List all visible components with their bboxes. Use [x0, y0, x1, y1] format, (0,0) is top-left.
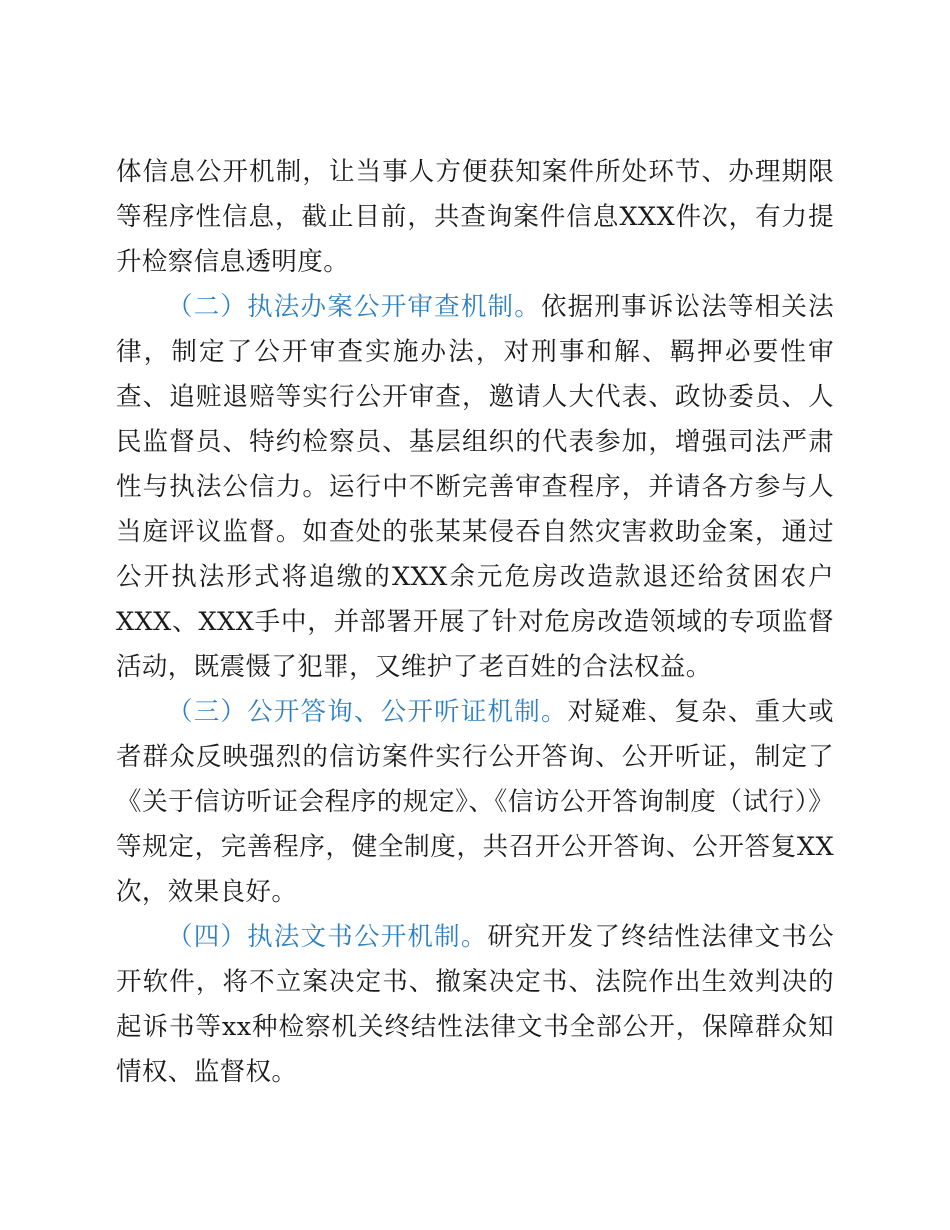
section-heading: （三）公开答询、公开听证机制。 — [167, 697, 568, 727]
paragraph-continuation — [116, 150, 834, 285]
section-heading: （四）执法文书公开机制。 — [167, 922, 488, 952]
section-heading: （二）执法办案公开审查机制。 — [167, 292, 541, 322]
paragraph-section-2 — [116, 285, 834, 690]
paragraph-text: 依据刑事诉讼法等相关法律，制定了公开审查实施办法，对刑事和解、羁押必要性审查、追赃退赔等实行公开审查，邀请人大代表、政协委员、人民监督员、特约检察员、基层组织的代表参加，增强司法严肃性与执法公信力。运行中不断完善审查程序，并请各方参与人当庭评议监督。如查处的张某某侵吞自然灾害救助金案，通过公开执法形式将追缴的XXX余元危房改造款退还给贫困农户XXX、XXX手中，并部署开展了针对危房改造领域的专项监督活动，既震慑了犯罪，又维护了老百姓的合法权益。 — [116, 292, 834, 682]
paragraph-text: 体信息公开机制，让当事人方便获知案件所处环节、办理期限等程序性信息，截止目前，共查询案件信息XXX件次，有力提升检察信息透明度。 — [116, 157, 834, 277]
document-body — [116, 150, 834, 1095]
paragraph-text: 研究开发了终结性法律文书公开软件，将不立案决定书、撤案决定书、法院作出生效判决的起诉书等xx种检察机关终结性法律文书全部公开，保障群众知情权、监督权。 — [116, 922, 834, 1087]
paragraph-section-3 — [116, 690, 834, 915]
paragraph-text: 对疑难、复杂、重大或者群众反映强烈的信访案件实行公开答询、公开听证，制定了《关于信访听证会程序的规定》、《信访公开答询制度（试行）》等规定，完善程序，健全制度，共召开公开答询、公开答复XX次，效果良好。 — [116, 697, 834, 907]
paragraph-section-4 — [116, 915, 834, 1095]
